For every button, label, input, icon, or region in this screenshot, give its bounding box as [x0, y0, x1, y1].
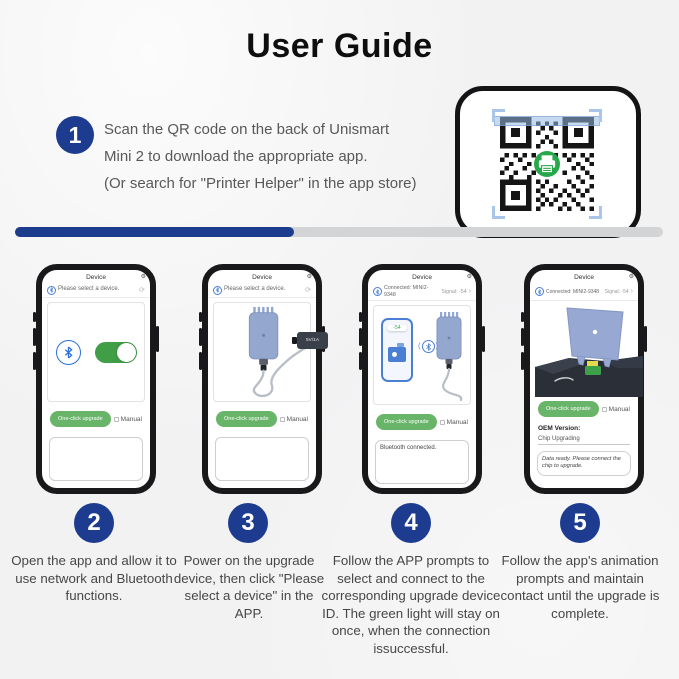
bluetooth-panel [47, 302, 145, 402]
qr-phone [455, 86, 641, 238]
bluetooth-icon [56, 340, 81, 365]
app-header [368, 270, 476, 283]
manual-checkbox[interactable] [114, 417, 119, 422]
signal-text: Signal: -54 [441, 288, 467, 295]
page-title: User Guide [246, 27, 433, 65]
toggle-knob [117, 343, 136, 362]
gear-icon[interactable]: ⚙ [628, 274, 634, 280]
device-select-row[interactable] [42, 283, 150, 298]
scan-frame-corner [589, 109, 602, 122]
refresh-icon[interactable]: ⟳ [139, 286, 145, 294]
app-header-title: Device [412, 274, 432, 281]
progress-bar-fill [15, 227, 294, 237]
chevron-right-icon[interactable]: › [630, 288, 633, 295]
signal-text: Signal: -54 [604, 288, 629, 295]
qr-code [500, 117, 594, 211]
app-header-title: Device [252, 274, 272, 281]
signal-arc-left: ( [418, 343, 421, 350]
scan-frame-corner [492, 109, 505, 122]
step-4-caption: Follow the APP prompts to select and connect to the corresponding upgrade device ID. The green light will stay on once, when the connection issuccessful. [321, 553, 501, 656]
app-header [42, 270, 150, 283]
app-header-title: Device [86, 274, 106, 281]
usb-dongle-illustration [214, 303, 320, 401]
one-click-upgrade-button[interactable]: One-click upgrade [538, 401, 599, 417]
connected-text: Connected: MINI2-9348 [384, 285, 429, 298]
app-phone-step5 [524, 264, 644, 494]
step-1-number: 1 [56, 116, 94, 154]
app-phone-step2 [36, 264, 156, 494]
step-2-caption: Open the app and allow it to use network and Bluetooth functions. [11, 553, 177, 603]
signal-badge: -54 [387, 325, 407, 331]
log-box [49, 437, 143, 481]
cartridge-icon [388, 347, 406, 362]
bluetooth-icon [373, 287, 382, 296]
app-phone-step3 [202, 264, 322, 494]
step-1-line-2: Mini 2 to download the appropriate app. [104, 148, 368, 165]
bluetooth-icon [47, 286, 56, 295]
app-phone-step4 [362, 264, 482, 494]
step-5-caption: Follow the app's animation prompts and maintain contact until the upgrade is complete. [500, 553, 660, 621]
chevron-right-icon[interactable]: › [468, 288, 471, 295]
upgrade-device-illustration [213, 302, 311, 402]
one-click-upgrade-button[interactable]: One-click upgrade [50, 411, 111, 427]
status-text: Please select a device. [224, 286, 286, 293]
log-box: Bluetooth connected. [375, 440, 469, 484]
step-3-number: 3 [228, 503, 268, 543]
manual-label: Manual [446, 418, 468, 426]
log-box [215, 437, 309, 481]
usb-dongle-illustration [429, 310, 469, 404]
scan-frame-corner [589, 206, 602, 219]
step-1-line-1: Scan the QR code on the back of Unismart [104, 121, 390, 138]
step-2-number: 2 [74, 503, 114, 543]
manual-checkbox[interactable] [602, 407, 607, 412]
printer-icon [534, 151, 560, 177]
scan-frame-corner [492, 206, 505, 219]
app-header [208, 270, 316, 283]
step-3-caption: Power on the upgrade device, then click "Please select a device" in the APP. [173, 553, 325, 621]
mini-phone-illustration [381, 318, 413, 382]
chip-contact-illustration [535, 305, 633, 397]
chip-upgrading-status: Chip Upgrading [538, 436, 630, 445]
log-box: Data ready. Please connect the chip to upgrade. [537, 451, 631, 476]
step-5-number: 5 [560, 503, 600, 543]
step-4-number: 4 [391, 503, 431, 543]
manual-label: Manual [120, 415, 142, 423]
bluetooth-icon [535, 287, 544, 296]
bluetooth-toggle[interactable] [95, 342, 137, 363]
app-header [530, 270, 638, 283]
step-1-text [104, 116, 444, 197]
manual-label: Manual [608, 405, 630, 413]
pairing-illustration [373, 305, 471, 405]
progress-bar [15, 227, 663, 237]
manual-checkbox[interactable] [440, 420, 445, 425]
status-text: Please select a device. [58, 286, 120, 293]
device-connected-row[interactable] [368, 283, 476, 301]
bluetooth-icon [213, 286, 222, 295]
gear-icon[interactable]: ⚙ [466, 274, 472, 280]
gear-icon[interactable]: ⚙ [306, 274, 312, 280]
one-click-upgrade-button[interactable]: One-click upgrade [216, 411, 277, 427]
device-select-row[interactable] [208, 283, 316, 298]
power-adapter: 5V/1A [297, 332, 328, 349]
connected-text: Connected: MINI2-9348 [546, 288, 600, 295]
gear-icon[interactable]: ⚙ [140, 274, 146, 280]
one-click-upgrade-button[interactable]: One-click upgrade [376, 414, 437, 430]
refresh-icon[interactable]: ⟳ [305, 286, 311, 294]
upgrade-3d-illustration [535, 305, 643, 397]
device-connected-row[interactable] [530, 283, 638, 301]
app-header-title: Device [574, 274, 594, 281]
step-1-line-3: (Or search for "Printer Helper" in the app store) [104, 175, 417, 192]
oem-version-label: OEM Version: [538, 425, 581, 432]
manual-label: Manual [286, 415, 308, 423]
manual-checkbox[interactable] [280, 417, 285, 422]
